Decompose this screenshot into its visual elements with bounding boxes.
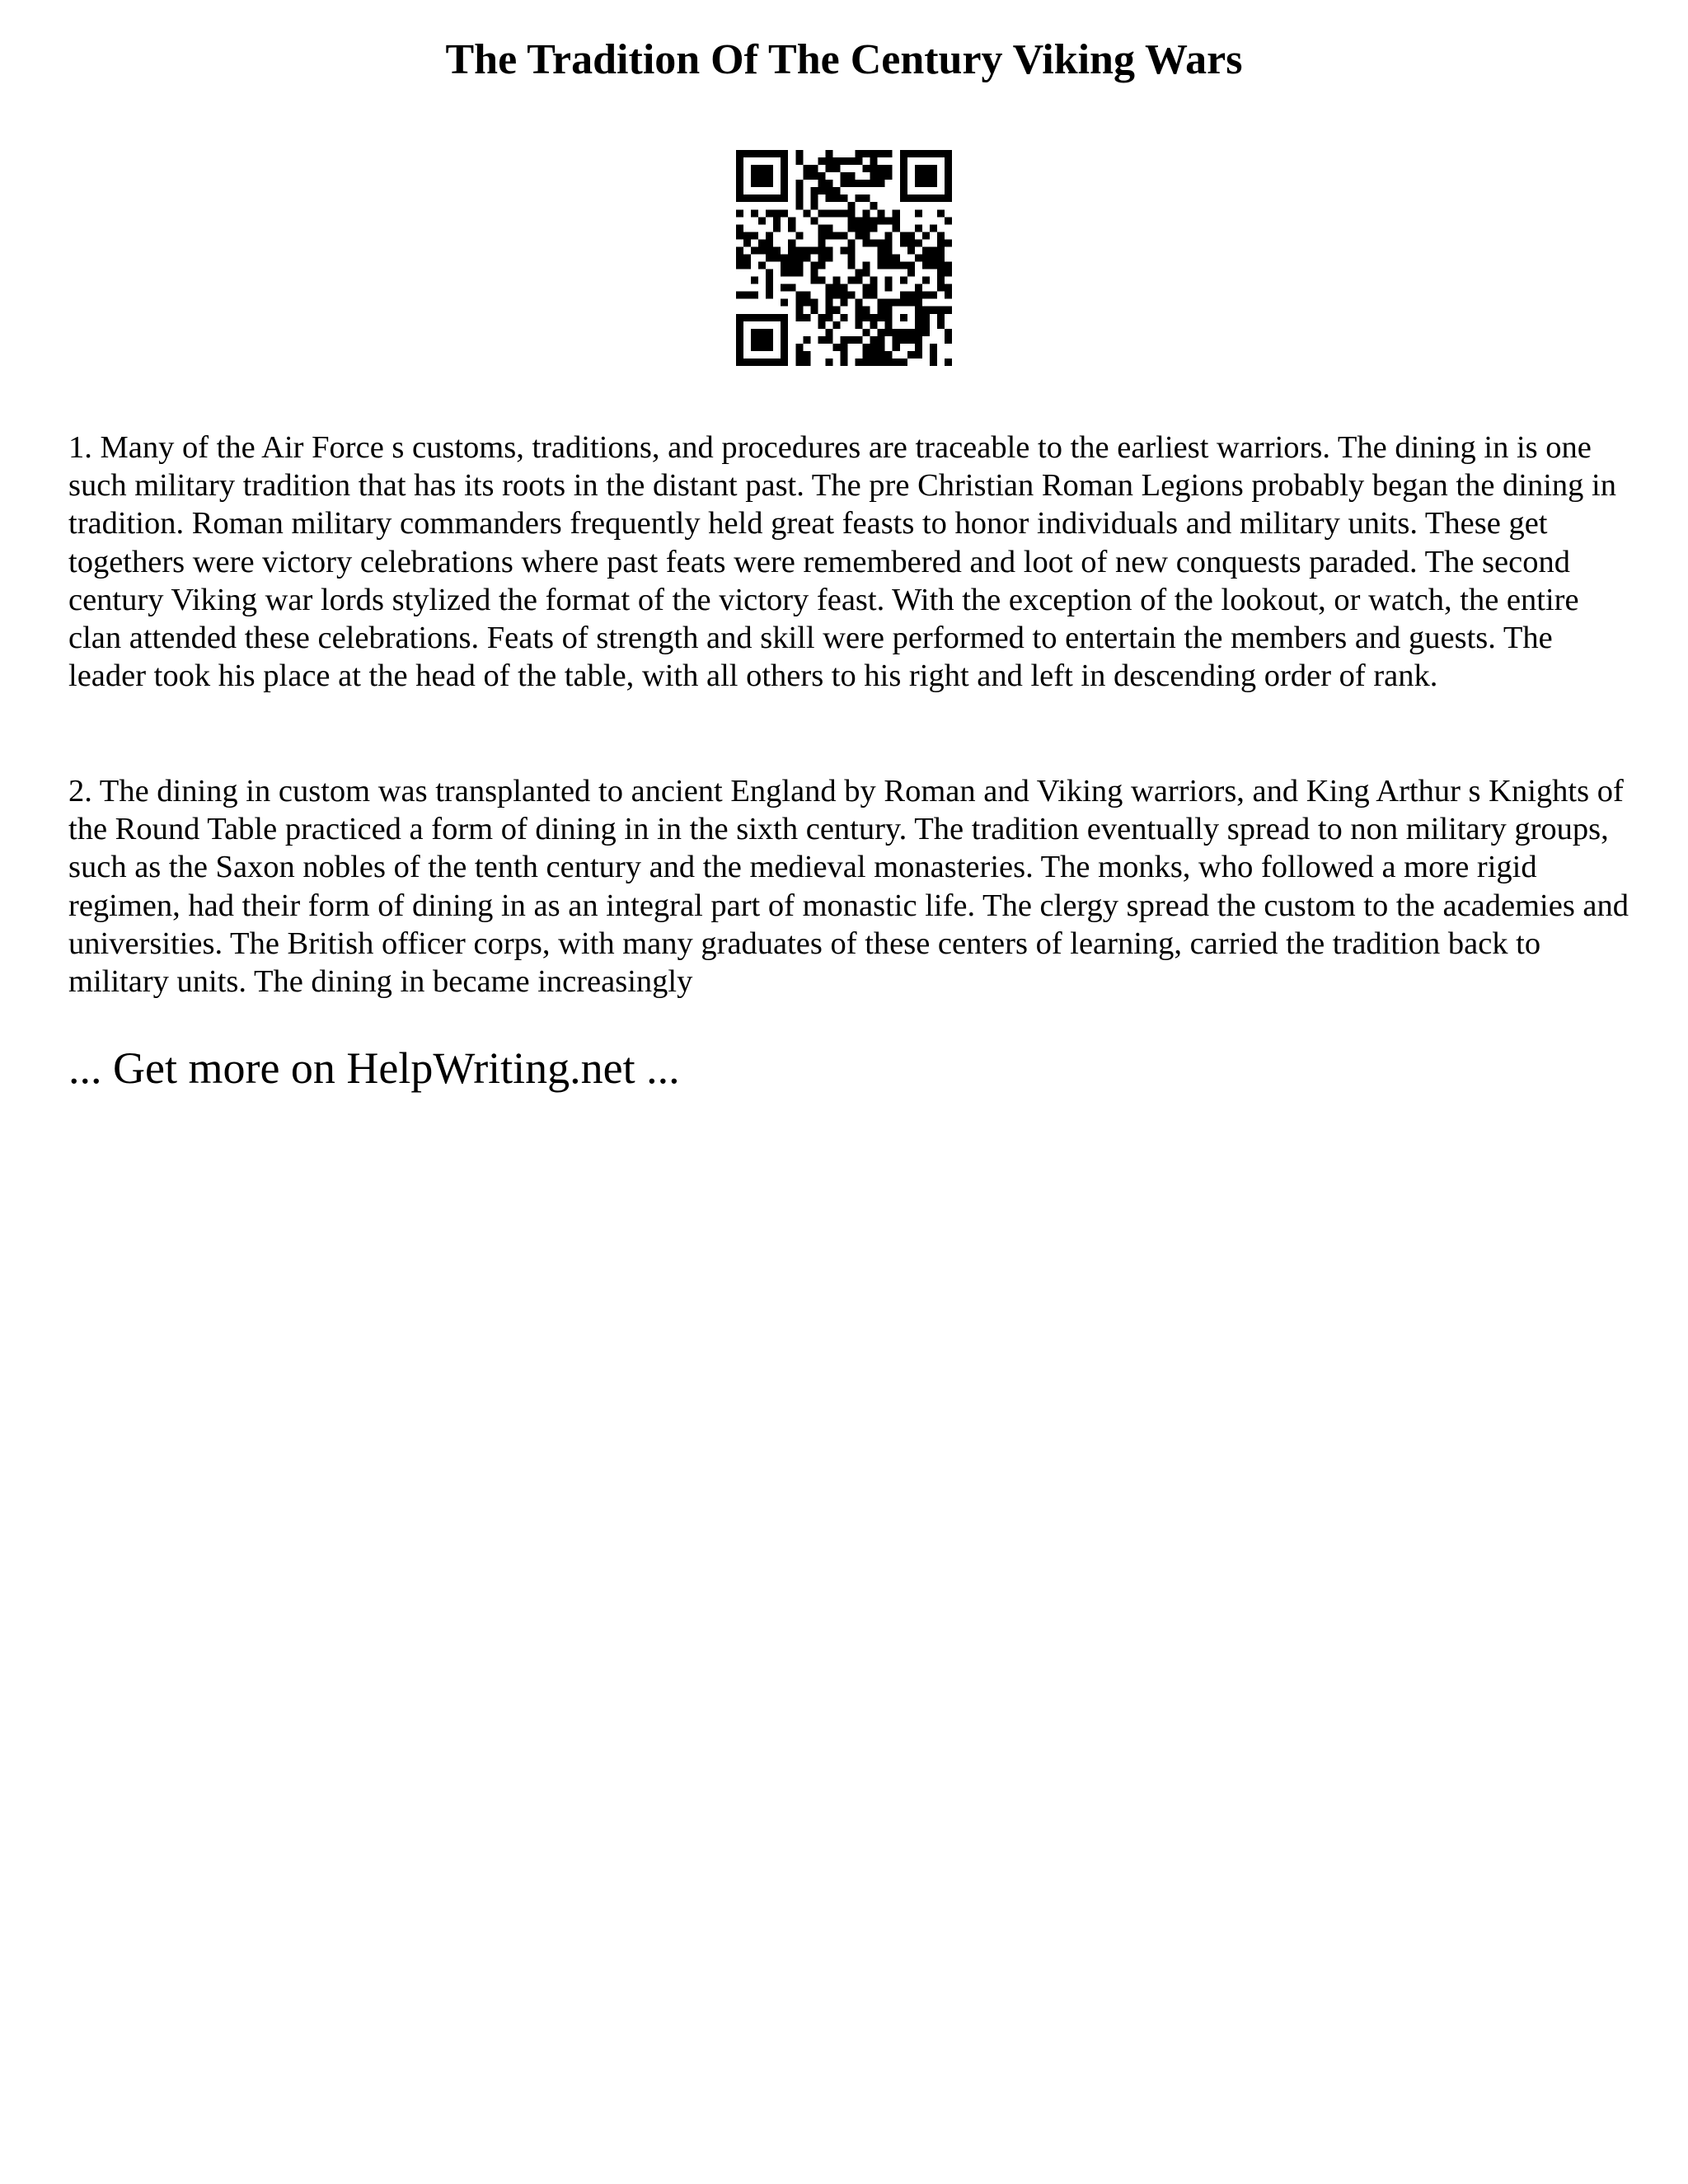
paragraph-1: 1. Many of the Air Force s customs, traditions, and procedures are traceable to the earliest warriors. The dining in is one such military tradition that has its roots in the distant past. The pre Christian Roman Legions probably began the dining in tradition. Roman military commanders frequently held great feasts to honor individuals and military units. These get togethers were victory celebrations where past feats were remembered and loot of new conquests paraded. The second century Viking war lords stylized the format of the victory feast. With the exception of the lookout, or watch, the entire clan attended these celebrations. Feats of strength and skill were performed to entertain the members and guests. The leader took his place at the head of the table, with all others to his right and left in descending order of rank. [68,430,1617,694]
get-more-link[interactable]: ... Get more on HelpWriting.net ... [68,1043,680,1093]
paragraph-2: 2. The dining in custom was transplanted to ancient England by Roman and Viking warriors, and King Arthur s Knights of the Round Table practiced a form of dining in in the sixth century. The tradition eventually spread to non military groups, such as the Saxon nobles of the tenth century and the medieval monasteries. The monks, who followed a more rigid regimen, had their form of dining in as an integral part of monastic life. The clergy spread the custom to the academies and universities. The British officer corps, with many graduates of these centers of learning, carried the tradition back to military units. The dining in became increasingly [68,774,1629,1000]
page-title: The Tradition Of The Century Viking Wars [445,36,1243,83]
qr-code-icon [736,150,952,366]
